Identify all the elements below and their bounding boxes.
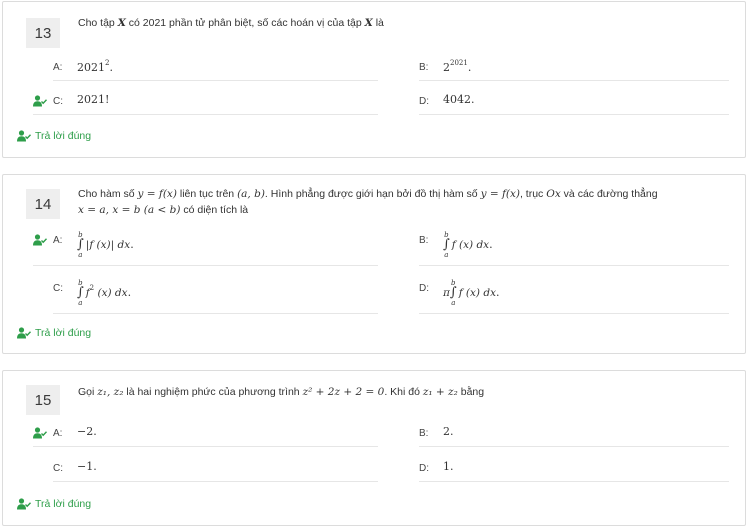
option-value: −2. (77, 425, 97, 438)
option-label: B: (419, 235, 429, 246)
option-label: B: (419, 62, 429, 73)
user-check-icon (17, 327, 31, 339)
answer-status (17, 327, 91, 339)
option-value: 4042. (443, 93, 475, 106)
option-d[interactable] (419, 92, 729, 115)
question-card-14 (2, 174, 746, 354)
option-a[interactable] (33, 424, 378, 447)
question-text: Cho hàm số y = f(x) liên tục trên (a, b). Hình phẳng được giới hạn bởi đồ thị hàm số y = f(x), trục Ox và các đường thẳng x = a, x = b (a < b) có diện tích là (78, 188, 658, 216)
option-b[interactable] (419, 424, 729, 447)
option-label: B: (419, 428, 429, 439)
option-label: A: (53, 428, 63, 439)
question-number: 13 (26, 18, 60, 48)
option-d[interactable] (419, 459, 729, 482)
user-check-icon (33, 234, 47, 246)
option-c[interactable] (53, 459, 378, 482)
user-check-icon (33, 95, 47, 107)
option-value: $2^{2021}$. (443, 59, 472, 74)
option-label: C: (53, 283, 63, 294)
question-card-13 (2, 1, 746, 158)
option-d[interactable] (419, 279, 729, 314)
option-value: 2. (443, 425, 454, 438)
question-number: 15 (26, 385, 60, 415)
option-value: −1. (77, 460, 97, 473)
option-label: D: (419, 96, 429, 107)
option-label: C: (53, 96, 63, 107)
option-label: A: (53, 62, 63, 73)
option-label: D: (419, 463, 429, 474)
option-value: 2021$^2$. (77, 59, 113, 74)
option-a[interactable] (33, 231, 378, 266)
question-number: 14 (26, 189, 60, 219)
question-text: Cho tập X có 2021 phần tử phân biệt, số các hoán vị của tập X là (78, 17, 384, 29)
option-value: b ∫ a |f (x)| dx. (77, 231, 134, 259)
user-check-icon (17, 130, 31, 142)
option-b[interactable] (419, 58, 729, 81)
option-value: b ∫ a f (x) dx. (443, 231, 493, 259)
status-text: Trả lời đúng (35, 498, 92, 510)
option-c[interactable] (33, 92, 378, 115)
option-b[interactable] (419, 231, 729, 266)
option-c[interactable] (53, 279, 378, 314)
option-a[interactable] (53, 58, 378, 81)
option-label: A: (53, 235, 63, 246)
option-label: C: (53, 463, 63, 474)
status-text: Trả lời đúng (35, 327, 92, 339)
answer-status (17, 130, 91, 142)
status-text: Trả lời đúng (35, 130, 92, 142)
user-check-icon (17, 498, 31, 510)
answer-status (17, 498, 91, 510)
user-check-icon (33, 427, 47, 439)
option-value: π b ∫ a f (x) dx. (443, 279, 500, 307)
question-card-15 (2, 370, 746, 526)
question-text: Gọi z₁, z₂ là hai nghiệm phức của phương trình z² + 2z + 2 = 0. Khi đó z₁ + z₂ bằng (78, 386, 485, 398)
option-label: D: (419, 283, 429, 294)
option-value: 2021! (77, 93, 110, 106)
option-value: b ∫ a $f^2$ (x) dx. (77, 279, 132, 307)
option-value: 1. (443, 460, 454, 473)
